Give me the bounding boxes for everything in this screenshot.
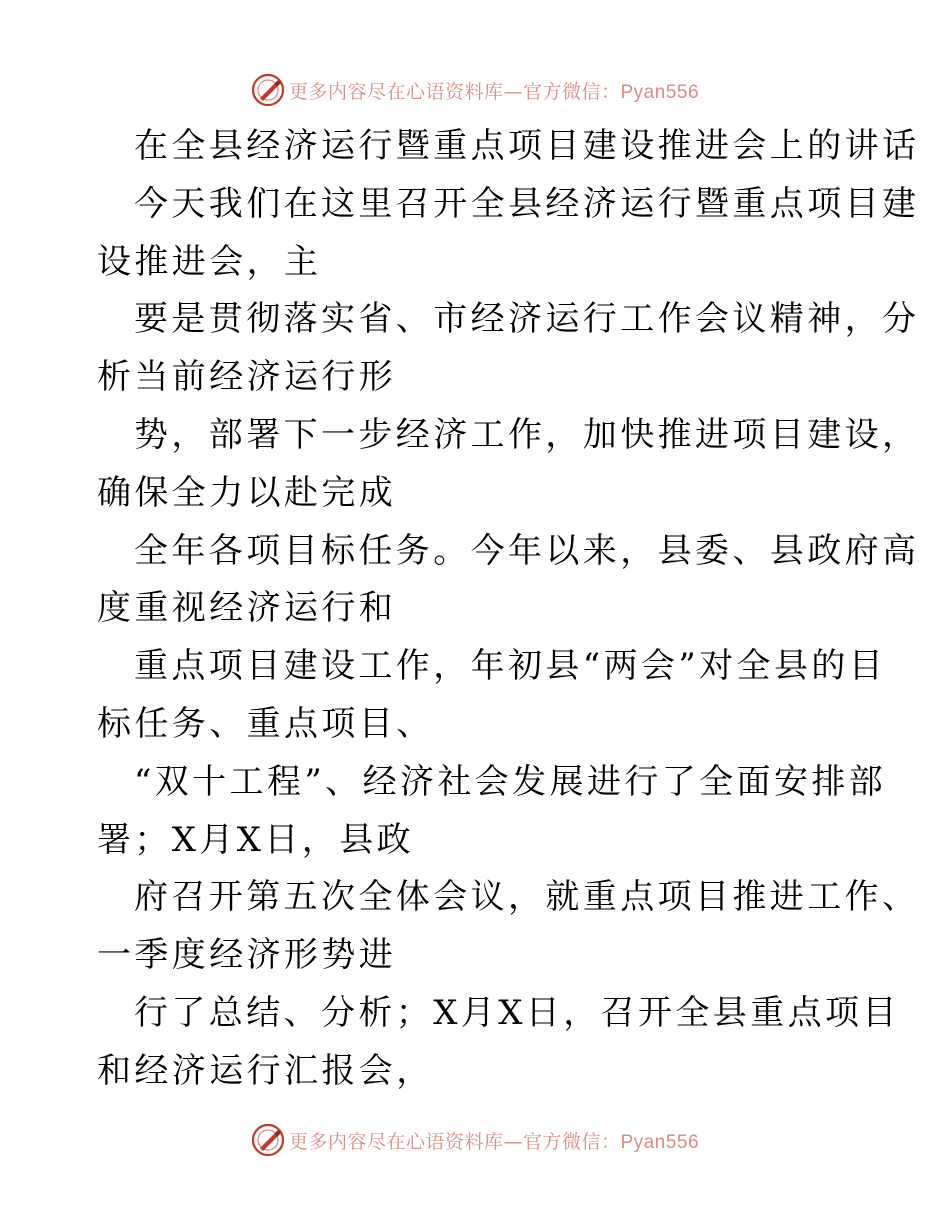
paragraph-line: 度重视经济运行和 [97,588,397,629]
document-title: 在全县经济运行暨重点项目建设推进会上的讲话 [134,126,920,166]
paragraph-line: 府召开第五次全体会议，就重点项目推进工作、 [134,877,920,918]
paragraph-line: 确保全力以赴完成 [97,472,397,513]
paragraph-line: “双十工程”、经济社会发展进行了全面安排部 [134,761,887,802]
watermark-text: 更多内容尽在心语资料库—官方微信：Pyan556 [288,80,700,103]
paragraph-line: 要是贯彻落实省、市经济运行工作会议精神，分 [134,299,920,340]
watermark-text: 更多内容尽在心语资料库—官方微信：Pyan556 [288,1130,700,1153]
paragraph-line: 一季度经济形势进 [97,935,397,976]
paragraph-line: 势，部署下一步经济工作，加快推进项目建设， [134,414,920,455]
paragraph-line: 重点项目建设工作，年初县“两会”对全县的目 [134,646,887,687]
paragraph-line: 析当前经济运行形 [97,357,397,398]
paragraph-line: 全年各项目标任务。今年以来，县委、县政府高 [134,530,920,571]
paragraph-line: 和经济运行汇报会， [97,1050,434,1091]
paragraph-line: 今天我们在这里召开全县经济运行暨重点项目建 [134,183,920,224]
paragraph-line: 标任务、重点项目、 [97,703,434,744]
pen-logo-icon [251,1123,285,1157]
document-body [97,118,920,1101]
paragraph-line: 行了总结、分析；X月X日，召开全县重点项目 [134,992,900,1033]
header-watermark [0,70,950,110]
paragraph-line: 署；X月X日，县政 [97,819,415,860]
pen-logo-icon [251,73,285,107]
paragraph-line: 设推进会，主 [97,241,322,282]
footer-watermark [0,1120,950,1160]
